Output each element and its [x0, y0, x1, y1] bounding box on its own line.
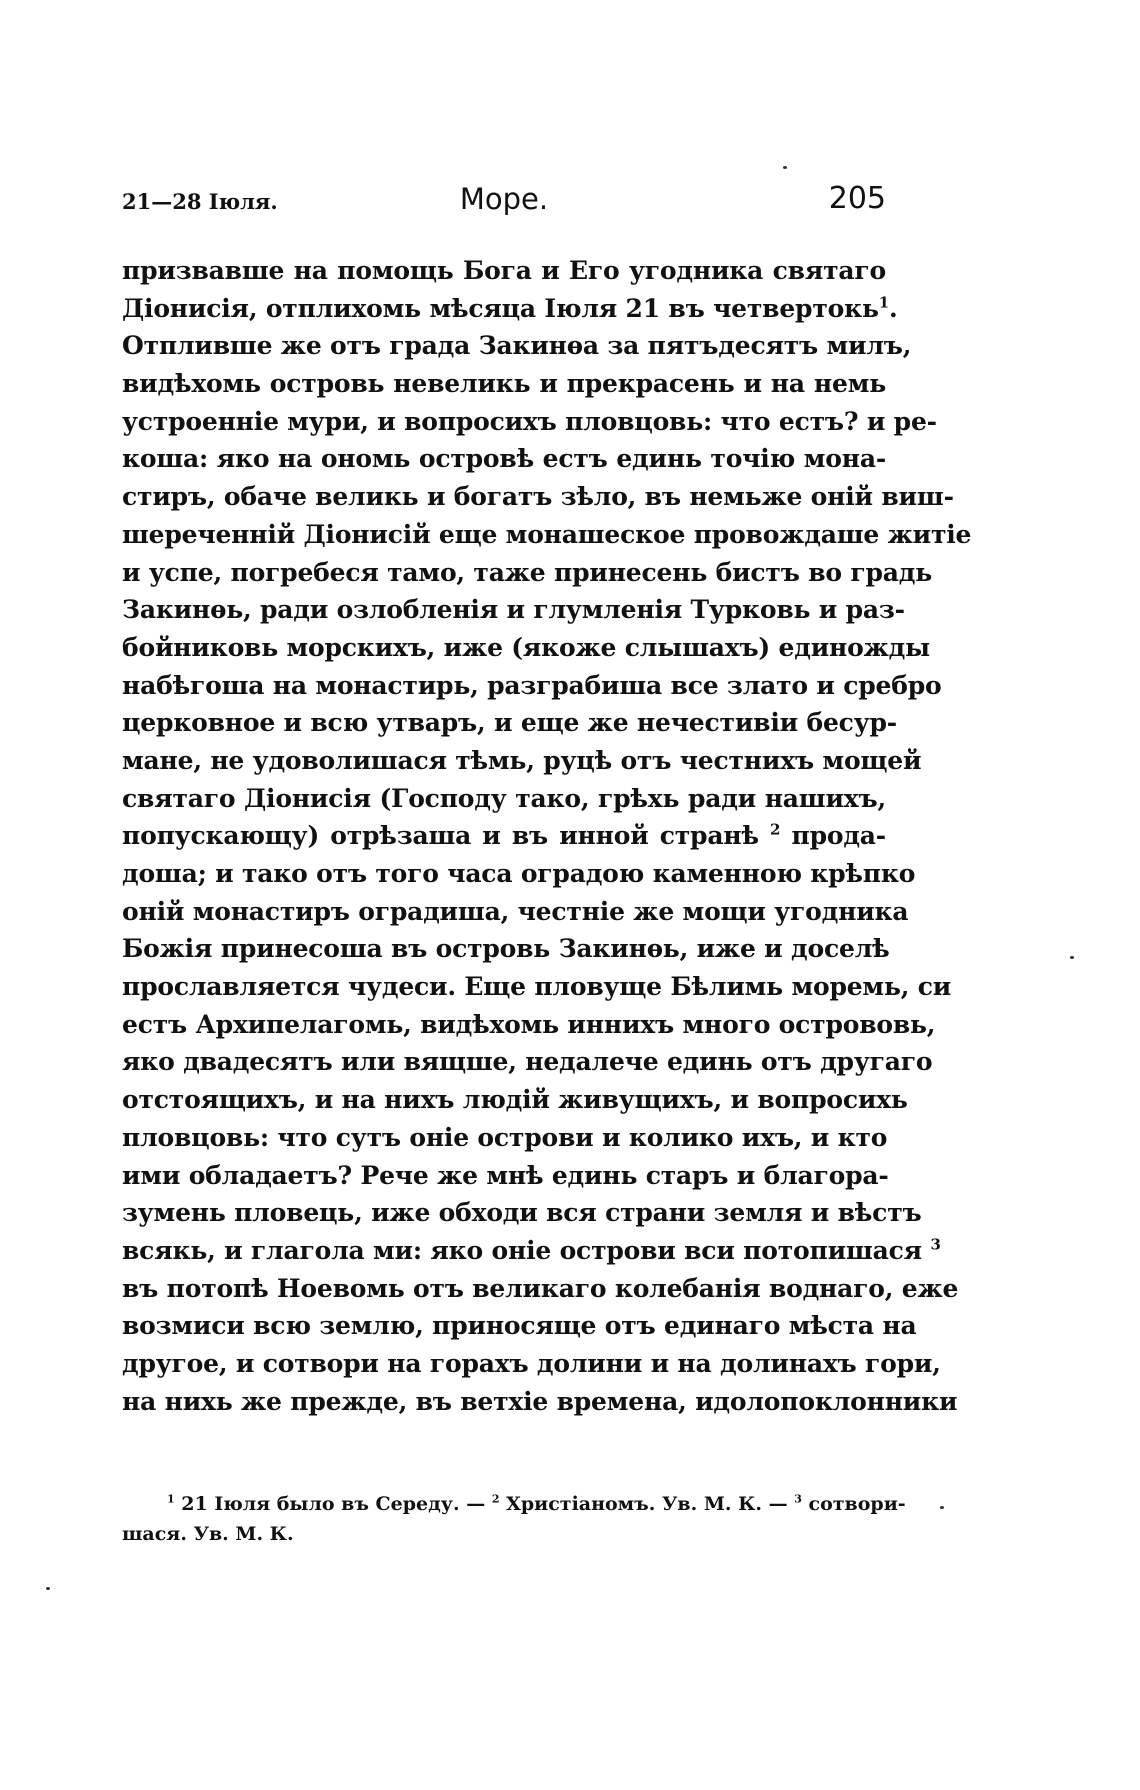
footnotes: [122, 1489, 906, 1549]
text-line: въ потопѣ Ноевомь отъ великаго колебанія воднаго, еже: [122, 1273, 959, 1303]
text-line: видѣхомь островь невеликь и прекрасень и на немь: [122, 369, 886, 399]
scan-speck: [1070, 956, 1074, 959]
text-line: стиръ, обаче великь и богатъ зѣло, въ немьже оній виш-: [122, 482, 954, 512]
text-line: пловцовь: что сутъ оніе острови и колико ихъ, и кто: [122, 1122, 888, 1152]
text-line: отстоящихъ, и на нихъ людій живущихъ, и вопросихь: [122, 1085, 908, 1115]
footnote-ref: 3: [930, 1235, 941, 1254]
text-line: [122, 290, 898, 328]
text-line: зумень пловець, иже обходи вся страни земля и вѣстъ: [122, 1198, 922, 1228]
footnote-line: шася. Ув. М. К.: [122, 1523, 294, 1545]
text-line: яко двадесятъ или вящше, недалече единь отъ другаго: [122, 1047, 933, 1077]
text-line-content: Діонисія, отплихомь мѣсяца Іюля 21 въ четвертокь: [122, 293, 879, 323]
text-line: набѣгоша на монастирь, разграбиша все злато и сребро: [122, 670, 942, 700]
text-line: святаго Діонисія (Господу тако, грѣхь ради нашихъ,: [122, 783, 886, 813]
scan-speck: [783, 166, 787, 169]
text-line: естъ Архипелагомь, видѣхомь иннихъ много острововь,: [122, 1009, 936, 1039]
text-line: [122, 1232, 941, 1270]
text-line-content: попускающу) отрѣзаша и въ инной странѣ: [122, 821, 759, 851]
text-line: на нихь же прежде, въ ветхіе времена, идолопоклонники: [122, 1386, 958, 1416]
footnote-marker: 2: [491, 1492, 500, 1506]
header-date-range: 21—28 Іюля.: [122, 189, 278, 214]
text-line: доша; и тако отъ того часа оградою каменною крѣпко: [122, 859, 916, 888]
text-line-tail: прода-: [791, 821, 886, 851]
text-line: оній монастиръ оградиша, честніе же мощи угодника: [122, 896, 909, 926]
page-number: 205: [828, 181, 886, 216]
period: .: [888, 293, 898, 323]
text-line: [122, 817, 886, 855]
text-line: ими обладаетъ? Рече же мнѣ единь старъ и благора-: [122, 1160, 889, 1190]
text-line: прославляется чудеси. Еще пловуще Бѣлимь моремь, си: [122, 972, 952, 1002]
text-line: Отпливше же отъ града Закинѳа за пятъдесятъ милъ,: [122, 331, 912, 361]
text-line-content: всякь, и глагола ми: яко оніе острови вси потопишася: [122, 1235, 922, 1265]
text-line: призвавше на помощь Бога и Его угодника святаго: [122, 256, 886, 285]
text-line: церковное и всю утваръ, и еще же нечестивіи бесур-: [122, 708, 897, 738]
footnote-text: Христіаномъ. Ув. М. К. —: [506, 1493, 788, 1515]
footnote-line: [122, 1489, 906, 1519]
header-title: Море.: [459, 182, 549, 216]
text-line: другое, и сотвори на горахъ долини и на долинахъ гори,: [122, 1348, 941, 1378]
text-line: шереченній Діонисій еще монашеское провождаше житіе: [122, 519, 972, 549]
text-line: устроенніе мури, и вопросихъ пловцовь: что естъ? и ре-: [122, 406, 937, 436]
text-line: Закинѳь, ради озлобленія и глумленія Турковь и раз-: [122, 595, 905, 625]
footnote-text: 21 Іюля было въ Середу. —: [181, 1493, 486, 1515]
text-line: мане, не удоволишася тѣмь, руцѣ отъ честнихъ мощей: [122, 745, 922, 775]
text-line: Божія принесоша въ островь Закинѳь, иже и доселѣ: [122, 934, 890, 964]
scan-speck: [940, 1506, 944, 1509]
running-header: [122, 172, 886, 216]
scan-speck: [46, 1587, 50, 1590]
footnote-ref: 2: [770, 820, 781, 839]
footnote-ref: 1: [878, 293, 889, 312]
footnote-marker: 1: [167, 1492, 175, 1506]
text-line: коша: яко на ономь островѣ естъ единь точію мона-: [122, 444, 886, 474]
text-line: и успе, погребеся тамо, таже принесень бистъ во градь: [122, 557, 932, 587]
footnote-text: сотвори-: [808, 1493, 906, 1515]
text-line: бойниковь морскихъ, иже (якоже слышахъ) единожды: [122, 632, 931, 662]
text-line: возмиси всю землю, приносяще отъ единаго мѣста на: [122, 1311, 917, 1341]
main-text: [122, 252, 972, 1420]
footnote-marker: 3: [794, 1492, 802, 1506]
